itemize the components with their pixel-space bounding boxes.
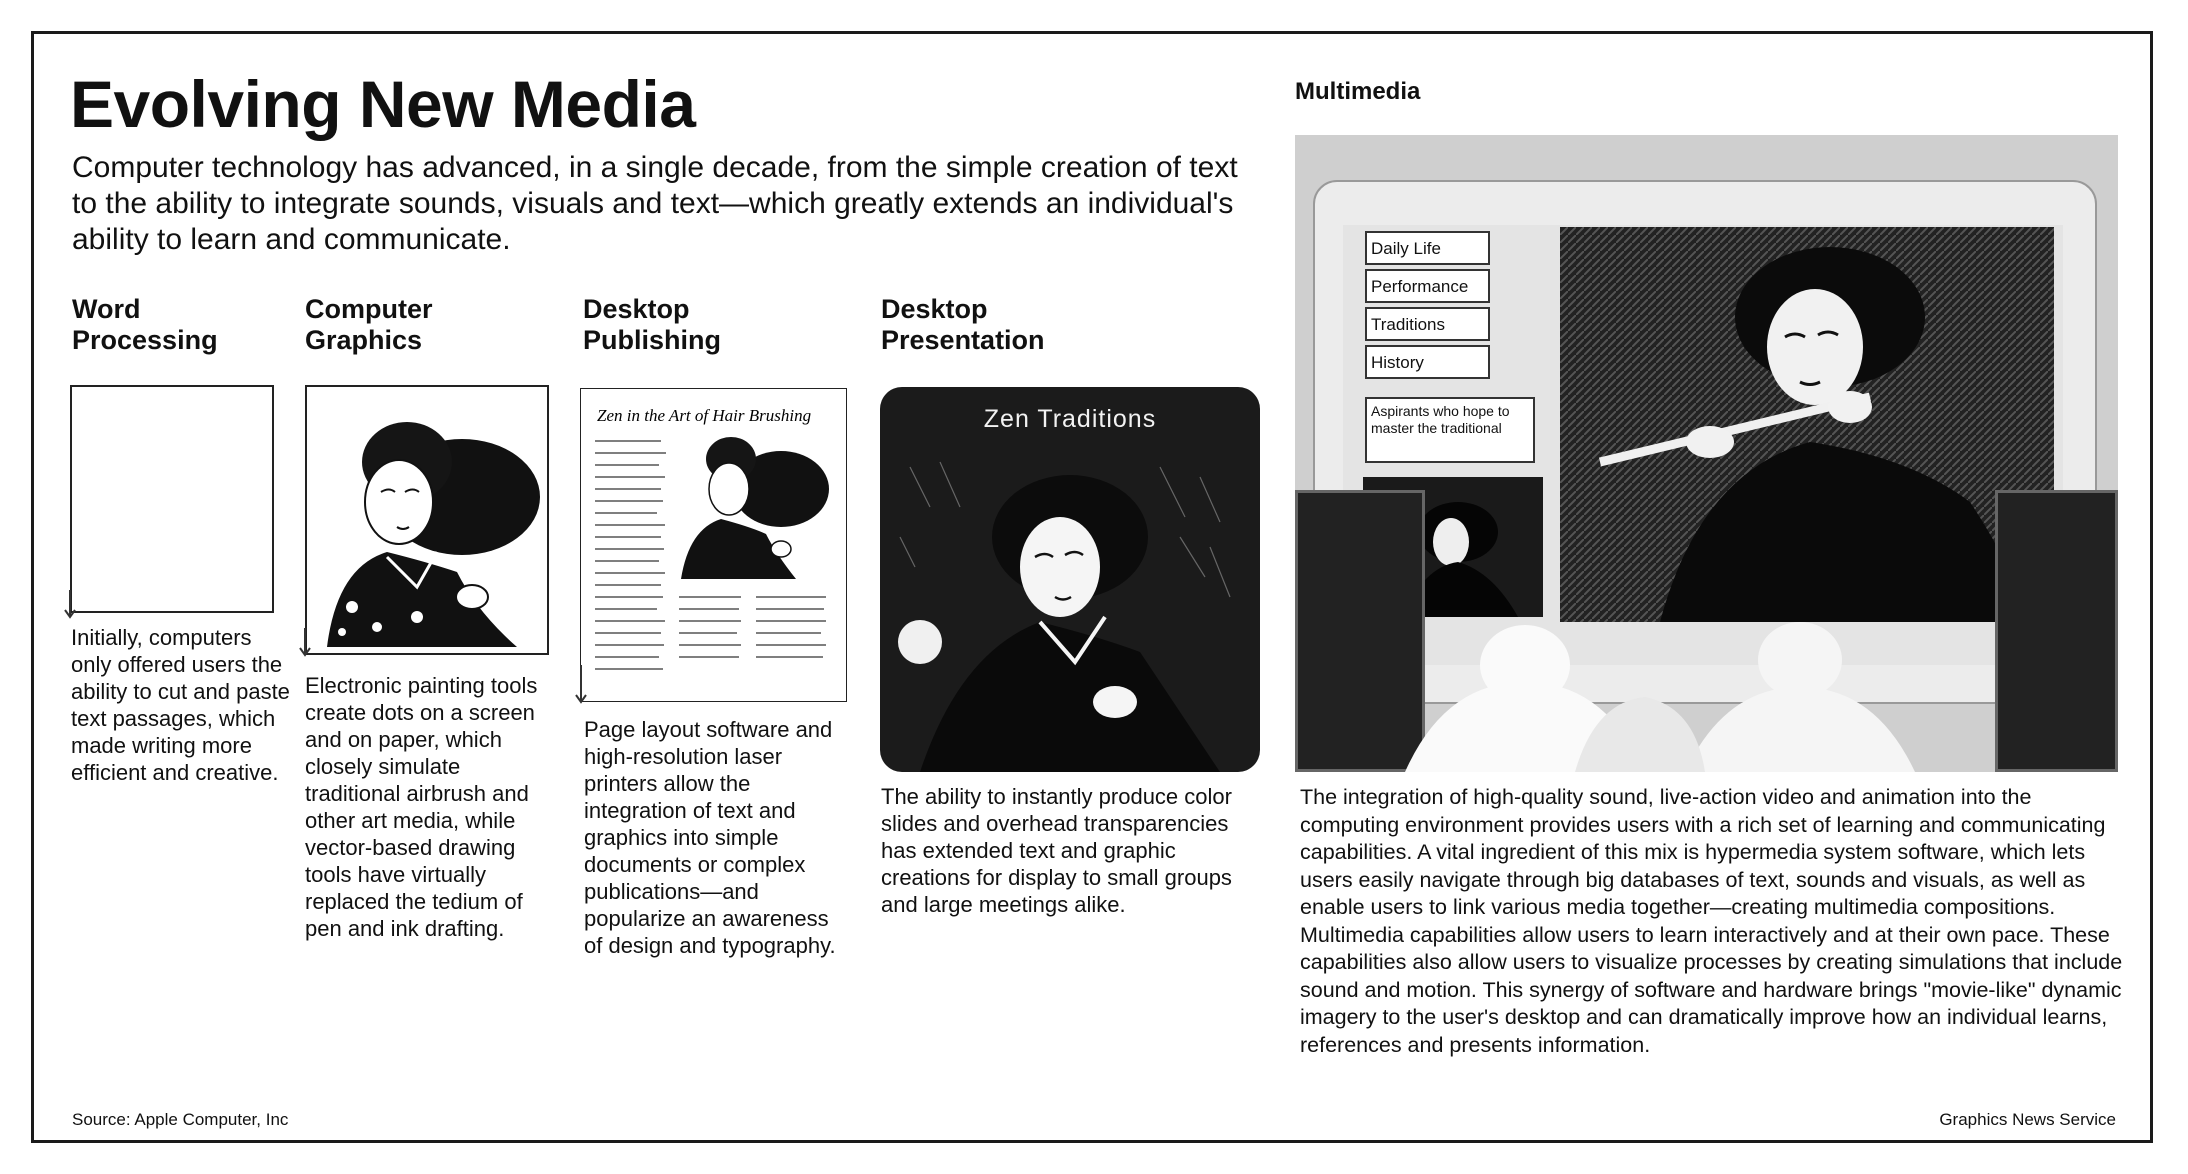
menu-item-traditions[interactable]: Traditions [1365,307,1490,341]
caption-card: Aspirants who hope to master the traditional [1365,397,1535,463]
slide-title: Zen Traditions [983,405,1157,433]
page-layout-illustration [580,388,847,702]
computer-graphics-text: Electronic painting tools create dots on a screen and on paper, which closely simulate traditional airbrush and other art media, while vector-based drawing tools have virtually replaced the tedium of pen and ink drafting. [305,673,538,941]
pointer-arrow [62,590,82,620]
woman-brushing-hair-image [307,387,547,653]
word-processing-heading: Word Processing [72,294,218,355]
intro-text: Computer technology has advanced, in a single decade, from the simple creation of text to the ability to integrate sounds, visuals and text—which greatly extends an individual's ability to learn and communicate. [72,151,1238,256]
desktop-presentation-text: The ability to instantly produce color slides and overhead transparencies has extended text and graphic creations for display to small groups and large meetings alike. [881,784,1232,917]
desktop-presentation-heading: Desktop Presentation [881,294,1045,355]
desktop-publishing-heading: Desktop Publishing [583,294,721,355]
slide-image [880,447,1260,772]
page-layout-image [581,389,845,699]
blank-page-illustration [70,385,274,613]
computer-graphics-heading: Computer Graphics [305,294,433,355]
pointer-arrow [573,665,593,705]
desktop-publishing-text: Page layout software and high-resolution laser printers allow the integration of text and graphics into simple documents or complex publications—and popularize an awareness of design and typography. [584,717,836,958]
word-processing-text: Initially, computers only offered users the ability to cut and paste text passages, which made writing more efficient and creative. [71,625,290,785]
slide-illustration [880,387,1260,772]
multimedia-illustration [1295,135,2118,772]
page-title-text: Zen in the Art of Hair Brushing [597,406,812,425]
menu-item-history[interactable]: History [1365,345,1490,379]
menu-item-daily-life[interactable]: Daily Life [1365,231,1490,265]
painting-illustration [305,385,549,655]
source-credit: Source: Apple Computer, Inc [72,1110,289,1129]
pointer-arrow [297,628,317,658]
multimedia-heading: Multimedia [1295,78,1421,105]
menu-item-performance[interactable]: Performance [1365,269,1490,303]
video-frame [1560,227,2054,622]
multimedia-text: The integration of high-quality sound, live-action video and animation into the computing environment provides users with a rich set of learning and communicating capabilities. A vital ingredient of this mix is hypermedia system software, which lets users easily navigate through big databases of text, sounds and visuals, as well as enable users to link various media together—creating multimedia compositions. Multimedia capabilities allow users to learn interactively and at their own pace. These capabilities also allow users to visualize processes by creating simulations that include sound and motion. This synergy of software and hardware brings "movie-like" dynamic imagery to the user's desktop and can dramatically improve how an individual learns, references and presents information. [1300,785,2123,1057]
page-title: Evolving New Media [70,67,696,141]
flute-player-image [1560,227,2054,622]
viewers-silhouette [1295,605,2118,772]
graphics-credit: Graphics News Service [1939,1110,2116,1129]
